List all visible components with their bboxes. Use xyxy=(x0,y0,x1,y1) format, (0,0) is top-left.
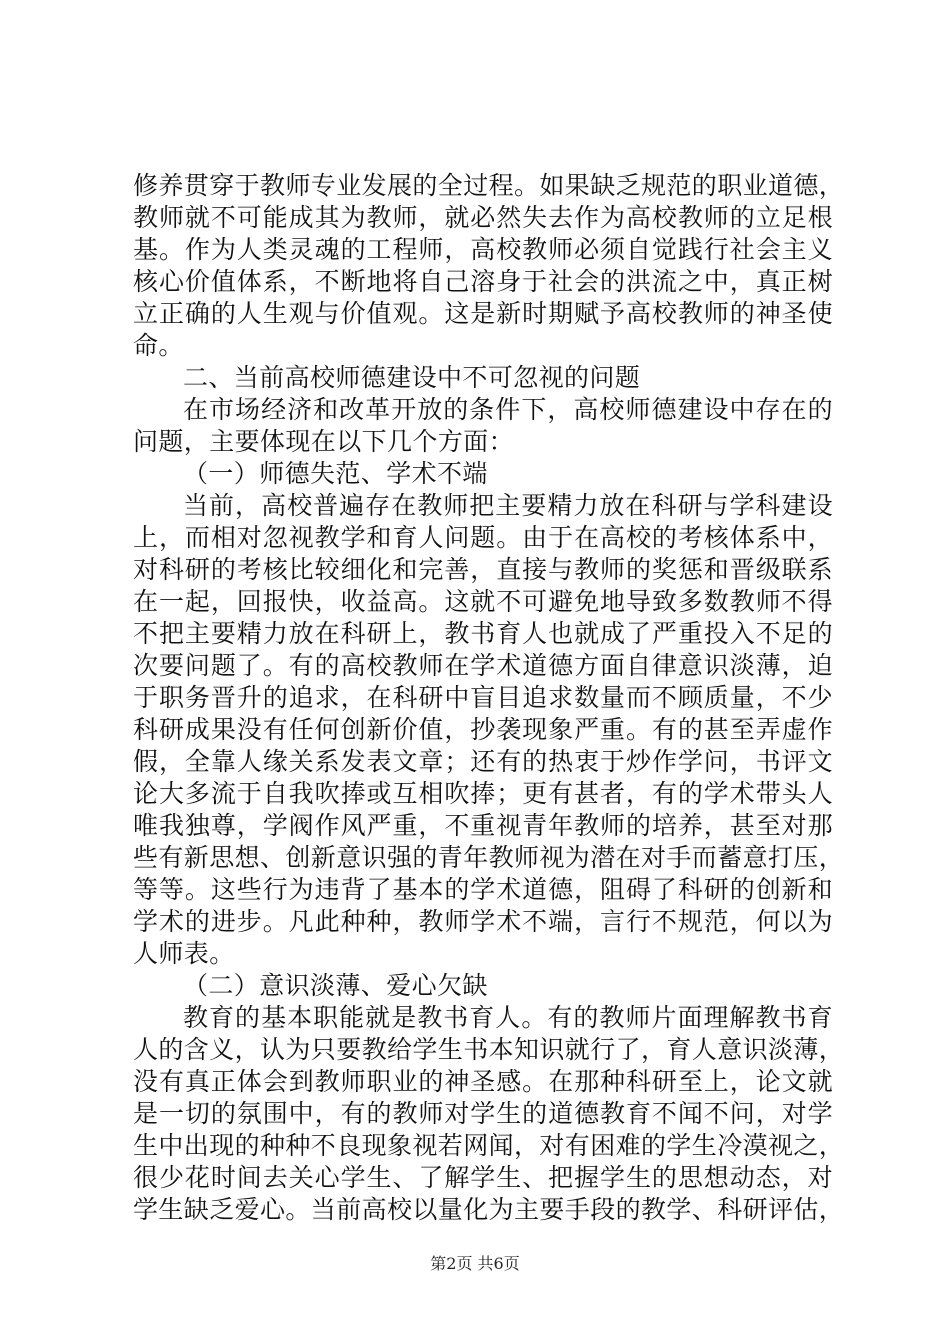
text-line: 生中出现的种种不良现象视若网闻，对有困难的学生冷漠视之， xyxy=(133,1131,845,1160)
text-line: 假，全靠人缘关系发表文章；还有的热衷于炒作学问，书评文 xyxy=(133,747,833,776)
text-line: 二、当前高校师德建设中不可忽视的问题 xyxy=(183,363,641,392)
text-line: 学术的进步。凡此种种，教师学术不端，言行不规范，何以为 xyxy=(133,907,833,936)
text-line: 当前，高校普遍存在教师把主要精力放在科研与学科建设 xyxy=(183,491,833,520)
text-line: 立正确的人生观与价值观。这是新时期赋予高校教师的神圣使 xyxy=(133,299,833,328)
text-line: 命。 xyxy=(133,331,184,360)
text-line: 些有新思想、创新意识强的青年教师视为潜在对手而蓄意打压， xyxy=(133,843,845,872)
text-line: 人师表。 xyxy=(133,939,235,968)
text-line: 在市场经济和改革开放的条件下，高校师德建设中存在的 xyxy=(183,395,833,424)
page-footer: 第2页 共6页 xyxy=(430,1254,520,1273)
text-line: 次要问题了。有的高校教师在学术道德方面自律意识淡薄，迫 xyxy=(133,651,833,680)
text-line: 很少花时间去关心学生、了解学生、把握学生的思想动态，对 xyxy=(133,1163,833,1192)
text-line: 上，而相对忽视教学和育人问题。由于在高校的考核体系中， xyxy=(133,523,833,552)
text-line: 对科研的考核比较细化和完善，直接与教师的奖惩和晋级联系 xyxy=(133,555,833,584)
text-line: 科研成果没有任何创新价值，抄袭现象严重。有的甚至弄虚作 xyxy=(133,715,833,744)
document-body xyxy=(133,170,845,1226)
text-line: 是一切的氛围中，有的教师对学生的道德教育不闻不问，对学 xyxy=(133,1099,833,1128)
text-line: 基。作为人类灵魂的工程师，高校教师必须自觉践行社会主义 xyxy=(133,235,833,264)
text-line: 不把主要精力放在科研上，教书育人也就成了严重投入不足的 xyxy=(133,619,833,648)
text-line: 等等。这些行为违背了基本的学术道德，阻碍了科研的创新和 xyxy=(133,875,833,904)
text-line: （一）师德失范、学术不端 xyxy=(183,459,488,488)
text-line: 没有真正体会到教师职业的神圣感。在那种科研至上，论文就 xyxy=(133,1067,833,1096)
text-line: 教育的基本职能就是教书育人。有的教师片面理解教书育 xyxy=(183,1003,833,1032)
text-line: 问题，主要体现在以下几个方面： xyxy=(133,427,515,456)
text-line: 修养贯穿于教师专业发展的全过程。如果缺乏规范的职业道德， xyxy=(133,171,845,200)
text-line: 论大多流于自我吹捧或互相吹捧；更有甚者，有的学术带头人 xyxy=(133,779,833,808)
text-line: 于职务晋升的追求，在科研中盲目追求数量而不顾质量，不少 xyxy=(133,683,833,712)
text-line: 人的含义，认为只要教给学生书本知识就行了，育人意识淡薄， xyxy=(133,1035,845,1064)
text-line: 核心价值体系，不断地将自己溶身于社会的洪流之中，真正树 xyxy=(133,267,833,296)
text-line: 学生缺乏爱心。当前高校以量化为主要手段的教学、科研评估， xyxy=(133,1195,845,1224)
text-line: 在一起，回报快，收益高。这就不可避免地导致多数教师不得 xyxy=(133,587,833,616)
text-line: （二）意识淡薄、爱心欠缺 xyxy=(183,971,488,1000)
text-line: 教师就不可能成其为教师，就必然失去作为高校教师的立足根 xyxy=(133,203,833,232)
text-line: 唯我独尊，学阀作风严重，不重视青年教师的培养，甚至对那 xyxy=(133,811,833,840)
